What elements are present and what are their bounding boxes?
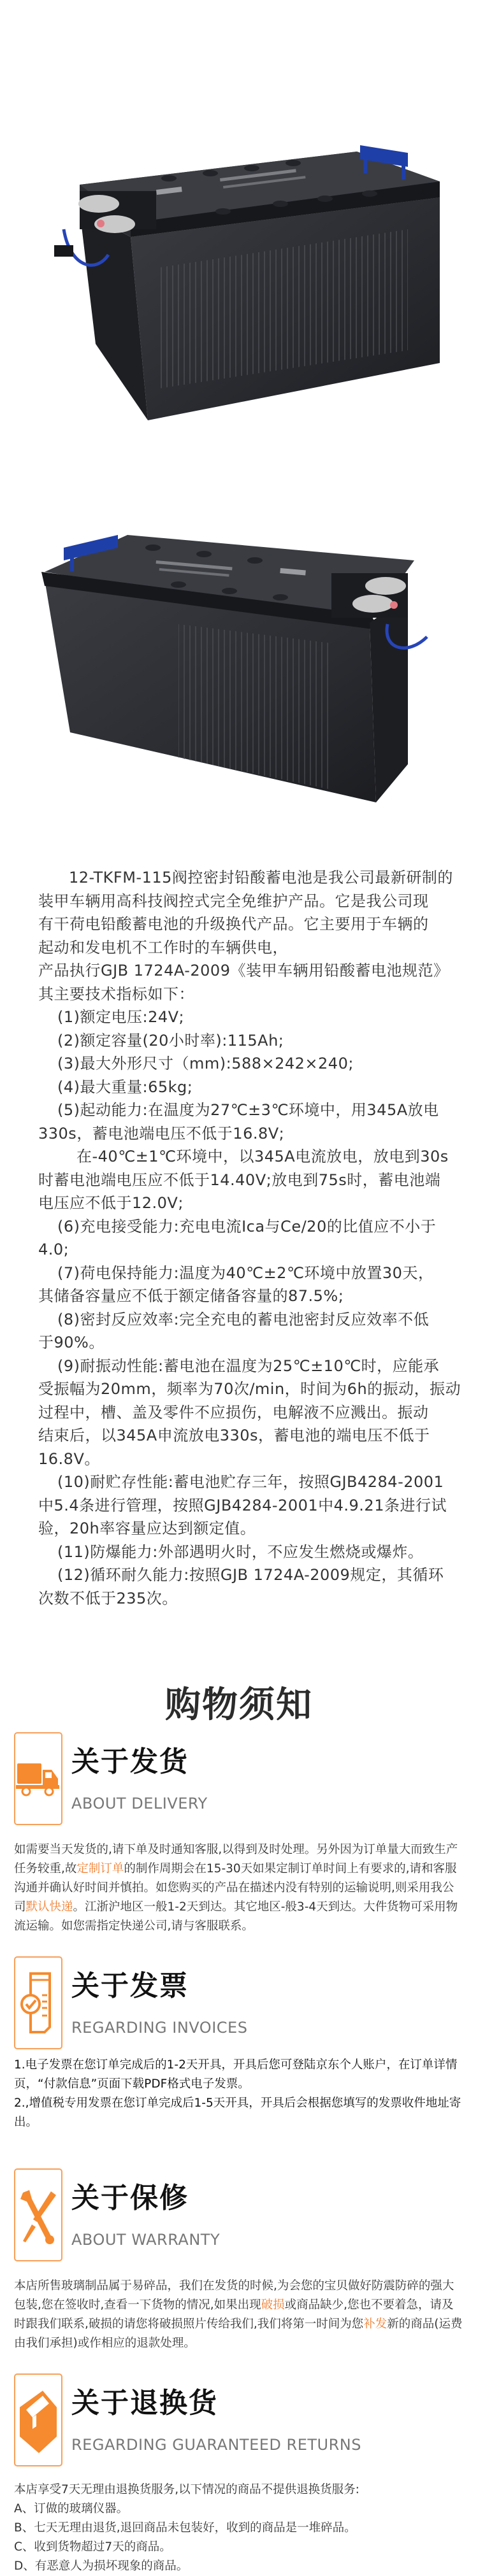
highlight-reissue: 补发 [363, 2317, 387, 2331]
spec-item-12: (12)循环耐久能力:按照GJB 1724A-2009规定，其循环 [57, 1566, 444, 1584]
spec-item-8-cont: 于90%。 [38, 1334, 105, 1351]
product-description [0, 866, 478, 1610]
battery-illustration-front [0, 0, 478, 433]
body-text: 。江浙沪地区一般1-2天到达。其它地区-般3-4天到达。大件货物可采用物流运输。如您需指定快递公司,请与客服联系。 [14, 1900, 458, 1933]
spec-item-5-cont: 330s，蓄电池端电压不低于16.8V; [38, 1124, 285, 1142]
delivery-truck-icon [14, 1732, 62, 1825]
notice-returns-title: 关于退换货 [71, 2387, 218, 2419]
notice-returns [0, 2372, 478, 2576]
spec-item-10-cont: 中5.4条进行管理，按照GJB4284-2001中4.9.21条进行试 [38, 1496, 447, 1514]
intro-line: 12-TKFM-115阀控密封铅酸蓄电池是我公司最新研制的 [69, 869, 453, 886]
returns-line-a: A、订做的玻璃仪器。 [14, 2502, 129, 2516]
notice-warranty-subtitle: ABOUT WARRANTY [71, 2231, 221, 2249]
notice-delivery-header [13, 1731, 465, 1826]
spec-item-9: (9)耐振动性能:蓄电池在温度为25℃±10℃时，应能承 [57, 1356, 440, 1375]
spec-item-5b-cont: 电压应不低于12.0V; [38, 1194, 184, 1212]
notice-delivery-title: 关于发货 [71, 1746, 189, 1778]
body-text: 本店所售玻璃制品属于易碎品，我们在发货的时候,为会您的宝贝做好防震防碎的强大包装,您在签收时,查看一下货物的情况,如果出现 [14, 2279, 454, 2312]
body-text: 如需要当天发货的,请下单及时通知客服,以得到及时处理。另外因为订单量大而致生产任务较重,故 [14, 1843, 458, 1875]
return-box-icon [14, 2373, 62, 2466]
notice-invoices [0, 1955, 478, 2132]
notice-returns-header [13, 2372, 465, 2468]
notice-delivery-subtitle: ABOUT DELIVERY [71, 1795, 208, 1812]
returns-line-b: B、七天无理由退货,退回商品未包装好，收到的商品是一堆碎品。 [14, 2521, 356, 2535]
spec-item-12-cont: 次数不低于235次。 [38, 1589, 178, 1607]
intro-line: 装甲车辆用高科技阀控式完全免维护产品。它是我公司现 [38, 892, 429, 910]
highlight-custom-order: 定制订单 [76, 1862, 124, 1875]
body-text: 的制作周期会在15-30天如果定制订单时间上有要求的,请和客服沟通并确认好时间并慎拍。如您购买的产品在描述内没有特别的运输说明,则采用我公司 [14, 1862, 457, 1914]
spec-item-6: (6)充电接受能力:充电电流Ica与Ce/20的比值应不小于 [57, 1217, 437, 1235]
highlight-damaged: 破损 [261, 2298, 285, 2312]
spec-item-1: (1)额定电压:24V; [57, 1008, 185, 1026]
notice-invoices-header [13, 1955, 465, 2051]
spec-item-4: (4)最大重量:65kg; [57, 1078, 193, 1096]
notice-warranty-title: 关于保修 [71, 2182, 189, 2214]
spec-item-2: (2)额定容量(20小时率):115Ah; [57, 1031, 284, 1050]
returns-line-c: C、收到货物超过7天的商品。 [14, 2540, 171, 2554]
intro-line: 其主要技术指标如下： [38, 985, 194, 1003]
spec-item-9-cont: 16.8V。 [38, 1449, 100, 1468]
spec-item-7-cont: 其储备容量应不低于额定储备容量的87.5%; [38, 1287, 344, 1305]
product-image-1 [0, 0, 478, 433]
wrench-screwdriver-icon [14, 2168, 62, 2261]
body-text: 或商品缺少,您也不要着急，请及时跟我们联系,破损的请您将破损照片传给我们,我们将第一时间为您 [14, 2298, 454, 2331]
spec-item-9-cont: 受振幅为20mm，频率为70次/min，时间为6h的振动，振动 [38, 1380, 461, 1398]
notice-warranty [0, 2167, 478, 2353]
spec-item-7: (7)荷电保持能力:温度为40℃±2℃环境中放置30天， [57, 1263, 434, 1282]
notice-invoices-title: 关于发票 [71, 1970, 189, 2002]
notice-delivery [0, 1731, 478, 1936]
spec-item-10-cont: 验，20h率容量应达到额定值。 [38, 1519, 256, 1537]
body-text: 新的商品(运费由我们承担)或作相应的退款处理。 [14, 2317, 463, 2350]
spec-item-8: (8)密封反应效率:完全充电的蓄电池密封反应效率不低 [57, 1310, 430, 1328]
spec-item-9-cont: 结束后，以345A申流放电330s，蓄电池的端电压不低于 [38, 1427, 430, 1444]
notice-invoices-subtitle: REGARDING INVOICES [71, 2019, 248, 2037]
product-image-2 [0, 433, 478, 866]
notice-warranty-body [13, 2277, 465, 2353]
battery-illustration-side [0, 433, 478, 866]
spec-item-5b-cont: 时蓄电池端电压应不低于14.40V;放电到75s时，蓄电池端 [38, 1171, 441, 1189]
intro-line: 产品执行GJB 1724A-2009《装甲车辆用铅酸蓄电池规范》 [38, 962, 449, 979]
spec-item-5b: 在-40℃±1℃环境中，以345A电流放电，放电到30s [76, 1148, 449, 1165]
invoice-check-icon [14, 1956, 62, 2049]
spec-item-6-cont: 4.0; [38, 1241, 69, 1258]
spec-item-3: (3)最大外形尺寸（mm):588×242×240; [57, 1055, 354, 1072]
notice-delivery-body [13, 1840, 465, 1936]
returns-line-d: D、有恶意人为损坏现象的商品。 [14, 2559, 189, 2573]
intro-line: 起动和发电机不工作时的车辆供电， [38, 938, 288, 957]
invoice-line-1: 1.电子发票在您订单完成后的1-2天开具，开具后您可登陆京东个人账户，在订单详情页，“付款信息”页面下载PDF格式电子发票。 [14, 2058, 458, 2091]
invoice-line-2: 2.,增值税专用发票在您订单完成后1-5天开具，开具后会根据您填写的发票收件地址寄出。 [14, 2096, 461, 2129]
spec-item-11: (11)防爆能力:外部遇明火时，不应发生燃烧或爆炸。 [57, 1542, 424, 1561]
shopping-notice-title: 购物须知 [165, 1684, 313, 1726]
returns-line: 本店享受7天无理由退换货服务,以下情况的商品不提供退换货服务: [14, 2483, 359, 2496]
highlight-default-express: 默认快递 [25, 1900, 73, 1914]
spec-item-10: (10)耐贮存性能:蓄电池贮存三年，按照GJB4284-2001 [57, 1473, 444, 1491]
notice-returns-subtitle: REGARDING GUARANTEED RETURNS [71, 2436, 361, 2454]
intro-line: 有干荷电铅酸蓄电池的升级换代产品。它主要用于车辆的 [38, 915, 429, 933]
spec-item-5: (5)起动能力:在温度为27℃±3℃环境中，用345A放电 [57, 1101, 439, 1119]
spec-item-9-cont: 过程中，槽、盖及零件不应损伤，电解液不应溅出。振动 [38, 1403, 429, 1421]
notice-warranty-header [13, 2167, 465, 2263]
